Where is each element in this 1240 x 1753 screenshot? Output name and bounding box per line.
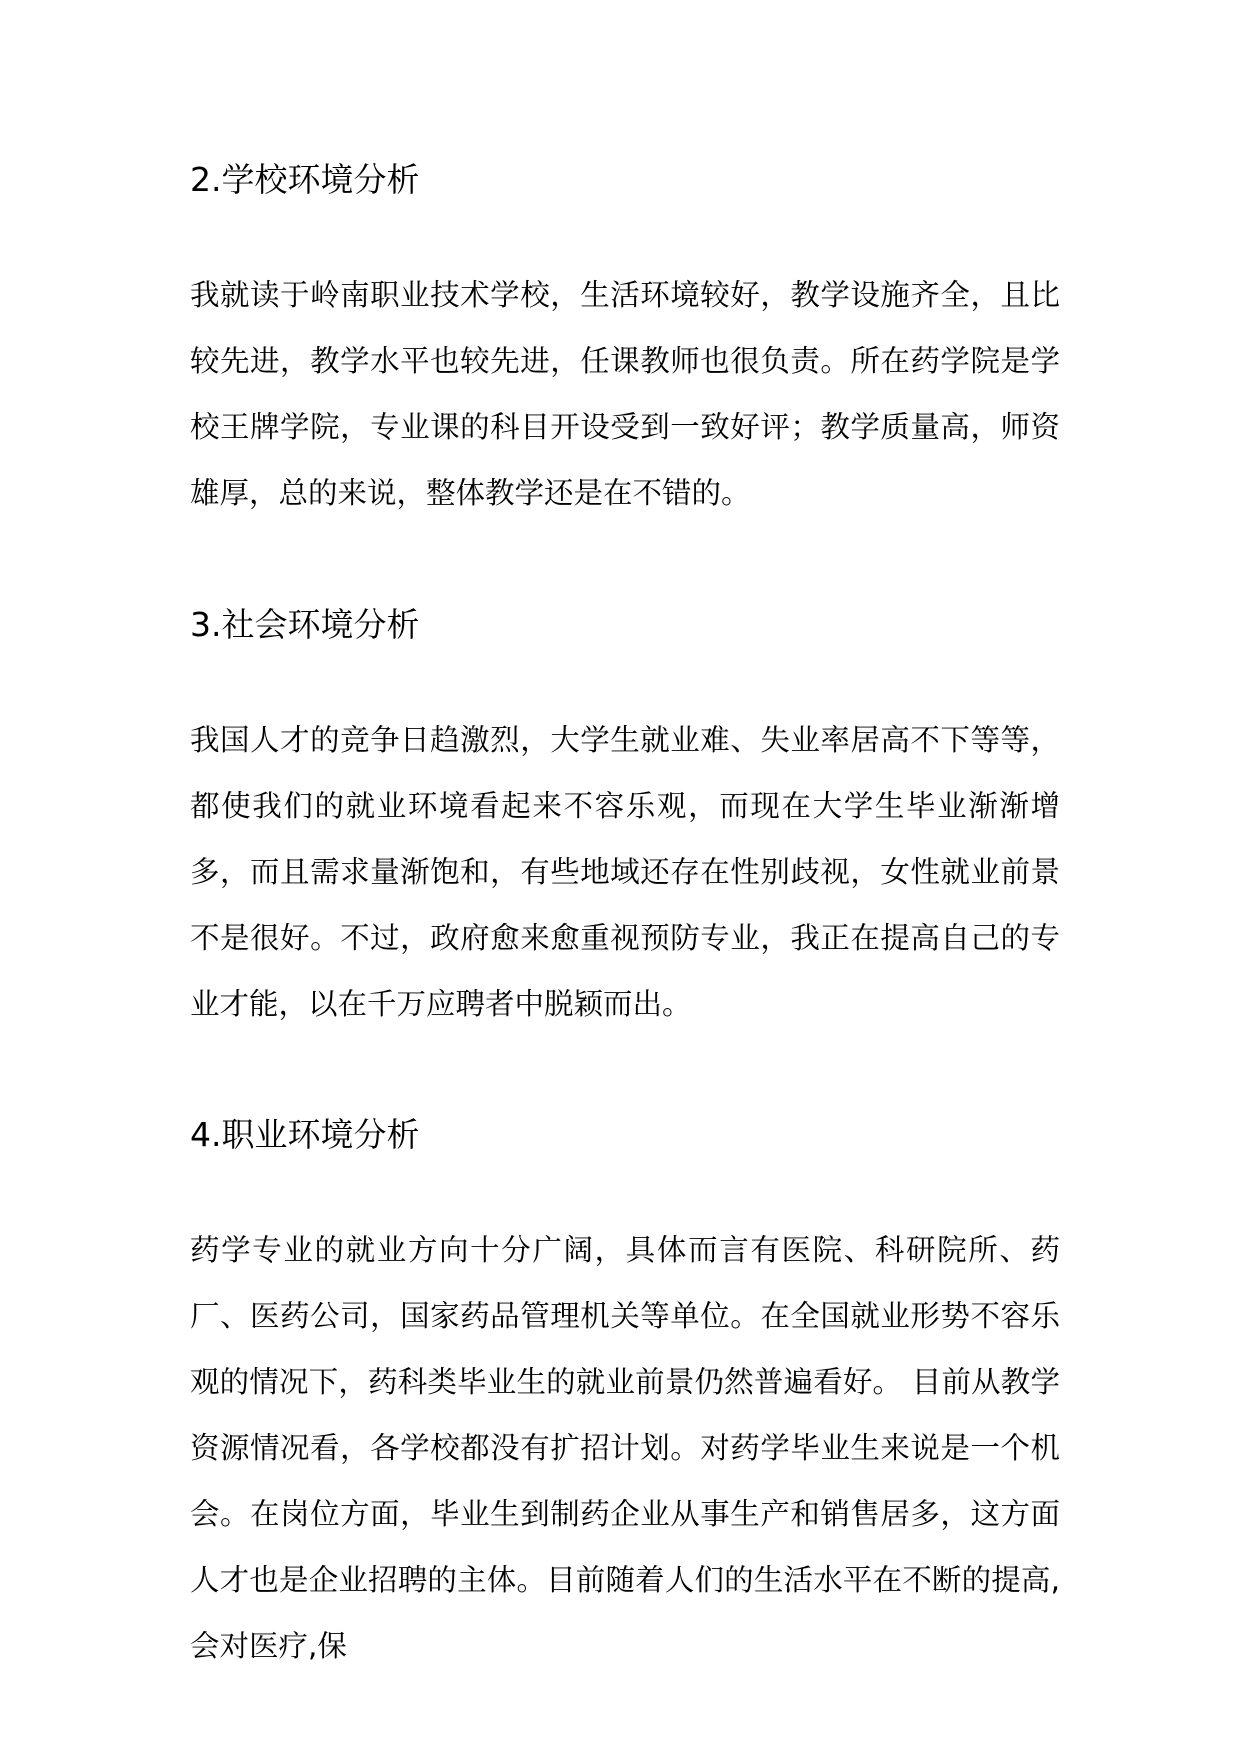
section-paragraph: 药学专业的就业方向十分广阔，具体而言有医院、科研院所、药厂、医药公司，国家药品管理机关等单位。在全国就业形势不容乐观的情况下，药科类毕业生的就业前景仍然普遍看好。 目前从教学资源情况看，各学校都没有扩招计划。对药学毕业生来说是一个机会。在岗位方面，毕业生到制药企业从事生产和销售居多，这方面人才也是企业招聘的主体。目前随着人们的生活水平在不断的提高,会对医疗,保 [190,1233,1060,1663]
section-heading: 2.学校环境分析 [190,160,420,199]
section-career-environment [190,1115,1060,1679]
section-school-environment [190,160,1060,526]
section-paragraph: 我就读于岭南职业技术学校，生活环境较好，教学设施齐全，且比较先进，教学水平也较先进，任课教师也很负责。所在药学院是学校王牌学院，专业课的科目开设受到一致好评；教学质量高，师资雄厚，总的来说，整体教学还是在不错的。 [190,278,1060,510]
section-heading: 4.职业环境分析 [190,1115,420,1154]
section-heading: 3.社会环境分析 [190,605,420,644]
section-paragraph: 我国人才的竞争日趋激烈，大学生就业难、失业率居高不下等等，都使我们的就业环境看起来不容乐观，而现在大学生毕业渐渐增多，而且需求量渐饱和，有些地域还存在性别歧视，女性就业前景不是很好。不过，政府愈来愈重视预防专业，我正在提高自己的专业才能，以在千万应聘者中脱颖而出。 [190,723,1060,1021]
section-social-environment [190,605,1060,1037]
